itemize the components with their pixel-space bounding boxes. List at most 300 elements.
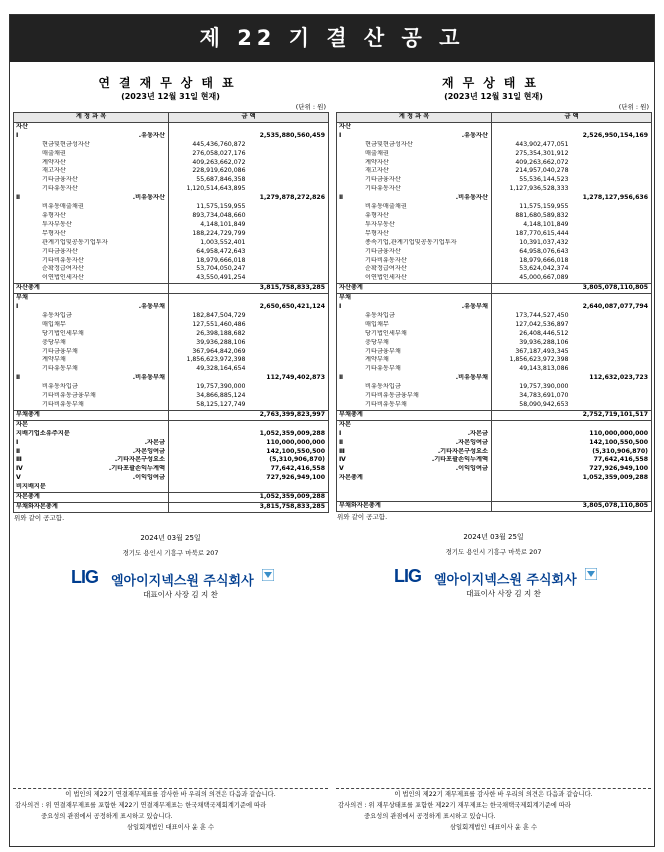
subtotal-amount: 2,752,719,101,517 xyxy=(572,410,652,420)
subtotal-amount xyxy=(249,356,329,365)
subtotal-amount xyxy=(572,167,652,176)
account-name: 현금및현금성자산 xyxy=(14,141,169,150)
table-row xyxy=(14,303,329,312)
account-name: Ⅱ.비유동자산 xyxy=(14,194,169,203)
lig-logo: LIG xyxy=(394,565,421,586)
subtotal-amount: 2,650,650,421,124 xyxy=(259,303,326,311)
table-row xyxy=(337,221,652,230)
detail-amount: 19,757,390,000 xyxy=(519,383,569,391)
detail-amount xyxy=(169,132,249,141)
subtotal-amount: 77,642,416,558 xyxy=(270,465,326,473)
subtotal-amount xyxy=(572,185,652,194)
account-name: Ⅱ.비유동부채 xyxy=(337,374,492,383)
detail-amount: 49,143,813,086 xyxy=(519,365,569,373)
account-name: 종속기업,관계기업및공동기업투자 xyxy=(337,239,492,248)
account-name: 매출채권 xyxy=(14,150,169,159)
account-name: Ⅱ.자본잉여금 xyxy=(14,448,169,457)
account-name: 계약부채 xyxy=(337,356,492,365)
subtotal-amount xyxy=(249,401,329,410)
account-name: 기타유동부채 xyxy=(14,365,169,374)
account-name: 기타유동자산 xyxy=(14,185,169,194)
account-name: 당기법인세부채 xyxy=(14,330,169,339)
account-name: Ⅴ.이익잉여금 xyxy=(337,465,492,474)
detail-amount: 127,551,460,486 xyxy=(192,320,246,328)
account-name: 유형자산 xyxy=(337,212,492,221)
table-row xyxy=(337,132,652,141)
table-row xyxy=(14,448,329,457)
table-row xyxy=(337,330,652,339)
detail-amount xyxy=(169,374,249,383)
detail-amount: 11,575,159,955 xyxy=(519,203,569,211)
table-row xyxy=(337,239,652,248)
table-header-row xyxy=(14,113,329,123)
subtotal-amount xyxy=(572,257,652,266)
account-name: 기타금융자산 xyxy=(337,248,492,257)
subtotal-amount xyxy=(572,212,652,221)
table-row xyxy=(337,374,652,383)
closing-note: 위와 같이 공고함. xyxy=(14,513,65,522)
detail-amount xyxy=(492,303,572,312)
detail-amount xyxy=(169,448,249,457)
detail-amount xyxy=(169,456,249,465)
account-name: 기타금융부채 xyxy=(337,348,492,357)
detail-amount xyxy=(169,194,249,203)
subtotal-amount xyxy=(572,420,652,429)
subtotal-amount xyxy=(249,248,329,257)
table-row xyxy=(337,465,652,474)
subtotal-amount xyxy=(249,150,329,159)
table-row xyxy=(14,456,329,465)
account-name: 자본 xyxy=(337,420,492,429)
account-name: 비유동차입금 xyxy=(337,383,492,392)
account-name: 기타금융자산 xyxy=(14,248,169,257)
statement-unit: (단위 : 원) xyxy=(618,103,649,111)
company-address: 경기도 용인시 기흥구 마북로 207 xyxy=(122,548,219,557)
audit-opinion xyxy=(336,788,651,833)
account-name xyxy=(337,483,492,492)
header-account: 계 정 과 목 xyxy=(337,113,492,123)
subtotal-amount: 727,926,949,100 xyxy=(589,465,649,473)
subtotal-amount xyxy=(572,321,652,330)
table-row xyxy=(337,492,652,501)
account-name: 기타유동자산 xyxy=(337,185,492,194)
table-row xyxy=(14,374,329,383)
table-row xyxy=(337,321,652,330)
subtotal-amount xyxy=(249,167,329,176)
table-row xyxy=(337,212,652,221)
table-row xyxy=(337,410,652,420)
subtotal-amount: 112,632,023,723 xyxy=(589,374,649,382)
subtotal-amount xyxy=(572,274,652,283)
detail-amount: 18,979,666,018 xyxy=(196,256,246,264)
announcement-title: 제 22 기 결 산 공 고 xyxy=(10,15,654,62)
account-name: 현금및현금성자산 xyxy=(337,141,492,150)
account-name: Ⅳ.기타포괄손익누계액 xyxy=(337,456,492,465)
table-row xyxy=(337,474,652,483)
subtotal-amount xyxy=(249,392,329,401)
account-name: 기타금융자산 xyxy=(14,176,169,185)
account-name: 투자부동산 xyxy=(14,221,169,230)
account-name: 무형자산 xyxy=(337,230,492,239)
account-name: 충당부채 xyxy=(337,339,492,348)
table-row xyxy=(14,312,329,321)
account-name: 유형자산 xyxy=(14,212,169,221)
account-name: 충당부채 xyxy=(14,339,169,348)
account-name: 투자부동산 xyxy=(337,221,492,230)
account-name: 유동차입금 xyxy=(337,312,492,321)
detail-amount: 53,624,042,374 xyxy=(519,265,569,273)
subtotal-amount xyxy=(249,239,329,248)
table-row xyxy=(14,221,329,230)
account-name xyxy=(337,492,492,501)
subtotal-amount xyxy=(249,312,329,321)
account-name: 기타비유동자산 xyxy=(14,257,169,266)
detail-amount: 53,704,050,247 xyxy=(196,265,246,273)
statement-title: 연결재무상태표 xyxy=(98,76,243,90)
table-row xyxy=(14,330,329,339)
table-row xyxy=(14,150,329,159)
subtotal-amount: (5,310,906,870) xyxy=(592,447,649,455)
account-name: 무형자산 xyxy=(14,230,169,239)
detail-amount: 445,436,760,872 xyxy=(192,140,246,148)
detail-amount xyxy=(492,483,572,492)
balance-table xyxy=(336,112,652,512)
detail-amount xyxy=(169,410,249,420)
detail-amount xyxy=(169,474,249,483)
subtotal-amount: 110,000,000,000 xyxy=(589,429,649,437)
subtotal-amount xyxy=(572,294,652,303)
subtotal-amount xyxy=(249,257,329,266)
account-name: 순확정급여자산 xyxy=(337,265,492,274)
table-row xyxy=(337,159,652,168)
table-row xyxy=(337,248,652,257)
subtotal-amount xyxy=(572,239,652,248)
ceo-signature: 대표이사 사장 김 지 찬 xyxy=(143,589,218,599)
account-name: 비유동매출채권 xyxy=(337,203,492,212)
detail-amount: 188,224,729,799 xyxy=(192,229,246,237)
subtotal-amount xyxy=(572,150,652,159)
detail-amount xyxy=(169,294,249,303)
table-row xyxy=(14,284,329,294)
detail-amount: 39,936,288,106 xyxy=(196,338,246,346)
table-body xyxy=(14,122,329,512)
subtotal-amount: 2,763,399,823,997 xyxy=(249,410,329,420)
subtotal-amount: 3,805,078,110,805 xyxy=(572,284,652,294)
subtotal-amount xyxy=(572,312,652,321)
account-name: Ⅰ.자본금 xyxy=(14,439,169,448)
subtotal-amount xyxy=(572,141,652,150)
subtotal-amount: 1,052,359,009,288 xyxy=(249,493,329,503)
audit-line: 이 법인의 제22기 연결재무제표를 감사한 바 우리의 의견은 다음과 같습니다. xyxy=(65,791,276,798)
statement-unit: (단위 : 원) xyxy=(295,103,326,111)
statement-date: (2023년 12월 31일 현재) xyxy=(444,92,543,101)
detail-amount: 1,856,623,972,398 xyxy=(509,356,569,364)
table-row xyxy=(14,383,329,392)
account-name: 기타유동부채 xyxy=(337,365,492,374)
account-name: 당기법인세부채 xyxy=(337,330,492,339)
subtotal-amount xyxy=(249,265,329,274)
detail-amount xyxy=(492,194,572,203)
table-row xyxy=(337,176,652,185)
subtotal-amount xyxy=(249,176,329,185)
table-row xyxy=(14,257,329,266)
detail-amount xyxy=(492,465,572,474)
detail-amount xyxy=(492,294,572,303)
detail-amount: 18,979,666,018 xyxy=(519,256,569,264)
detail-amount: 10,391,037,432 xyxy=(519,238,569,246)
table-row xyxy=(14,159,329,168)
account-name: 자산 xyxy=(14,122,169,131)
table-row xyxy=(337,448,652,457)
table-row xyxy=(14,239,329,248)
company-name: 엘아이지넥스원 주식회사 xyxy=(111,573,254,589)
table-row xyxy=(14,141,329,150)
account-name: 유동차입금 xyxy=(14,312,169,321)
subtotal-amount: 142,100,550,500 xyxy=(266,447,326,455)
detail-amount xyxy=(492,448,572,457)
detail-amount: 187,770,615,444 xyxy=(515,229,569,237)
subtotal-amount xyxy=(249,483,329,492)
company-mark-icon xyxy=(585,568,597,580)
table-row xyxy=(337,274,652,283)
header-amount: 금 액 xyxy=(492,113,652,123)
account-name: 부채와자본총계 xyxy=(337,501,492,511)
account-name: 자본총계 xyxy=(337,474,492,483)
account-name: 자본총계 xyxy=(14,493,169,503)
closing-note: 위와 같이 공고함. xyxy=(337,512,388,521)
audit-line: 감사의견 : 위 연결재무제표를 포함한 제22기 연결재무제표는 한국채택국제회계기준에 따라 xyxy=(15,802,267,809)
subtotal-amount xyxy=(572,356,652,365)
table-row xyxy=(337,185,652,194)
account-name: Ⅲ.기타자본구성요소 xyxy=(14,456,169,465)
detail-amount: 45,000,667,089 xyxy=(519,274,569,282)
audit-line: 이 법인의 제22기 재무제표를 감사한 바 우리의 의견은 다음과 같습니다. xyxy=(394,791,593,798)
table-row xyxy=(14,132,329,141)
account-name: 기타비유동금융부채 xyxy=(337,392,492,401)
detail-amount: 276,058,027,176 xyxy=(192,149,246,157)
detail-amount: 893,734,048,660 xyxy=(192,211,246,219)
detail-amount xyxy=(492,122,572,131)
table-row xyxy=(337,430,652,439)
detail-amount: 1,127,936,528,333 xyxy=(509,185,569,193)
subtotal-amount xyxy=(249,420,329,429)
account-name: 계약자산 xyxy=(14,159,169,168)
table-row xyxy=(337,356,652,365)
detail-amount xyxy=(169,284,249,294)
detail-amount: 19,757,390,000 xyxy=(196,383,246,391)
table-row xyxy=(337,339,652,348)
table-row xyxy=(337,203,652,212)
detail-amount xyxy=(492,492,572,501)
account-name: Ⅰ.자본금 xyxy=(337,430,492,439)
detail-amount xyxy=(169,483,249,492)
lig-logo: LIG xyxy=(71,566,98,587)
subtotal-amount: 2,526,950,154,169 xyxy=(582,131,649,139)
subtotal-amount xyxy=(572,248,652,257)
subtotal-amount xyxy=(572,176,652,185)
subtotal-amount: 1,052,359,009,288 xyxy=(259,429,326,437)
account-name: 매출채권 xyxy=(337,150,492,159)
account-name: 기타비유동부채 xyxy=(14,401,169,410)
account-name: 매입채무 xyxy=(337,321,492,330)
detail-amount xyxy=(169,502,249,512)
subtotal-amount xyxy=(572,230,652,239)
detail-amount xyxy=(169,493,249,503)
subtotal-amount: 1,279,878,272,826 xyxy=(259,194,326,202)
subtotal-amount: 3,815,758,833,285 xyxy=(249,502,329,512)
account-name: 부채총계 xyxy=(337,410,492,420)
subtotal-amount: 112,749,402,873 xyxy=(266,374,326,382)
account-name: 순확정급여자산 xyxy=(14,265,169,274)
account-name: 비유동매출채권 xyxy=(14,203,169,212)
subtotal-amount: 3,815,758,833,285 xyxy=(249,284,329,294)
subtotal-amount: 1,278,127,956,636 xyxy=(582,194,649,202)
table-row xyxy=(14,365,329,374)
detail-amount: 1,856,623,972,398 xyxy=(186,356,246,364)
detail-amount: 49,328,164,654 xyxy=(196,365,246,373)
table-row xyxy=(337,257,652,266)
account-name: 기타금융자산 xyxy=(337,176,492,185)
table-row xyxy=(14,274,329,283)
table-header-row xyxy=(337,113,652,123)
table-row xyxy=(337,230,652,239)
detail-amount: 4,148,101,849 xyxy=(523,220,569,228)
detail-amount xyxy=(492,439,572,448)
table-row xyxy=(14,410,329,420)
detail-amount: 39,936,288,106 xyxy=(519,338,569,346)
detail-amount: 127,042,536,897 xyxy=(515,320,569,328)
table-row xyxy=(14,265,329,274)
account-name: Ⅰ.유동부채 xyxy=(14,303,169,312)
subtotal-amount xyxy=(572,339,652,348)
table-row xyxy=(337,483,652,492)
table-row xyxy=(14,502,329,512)
detail-amount xyxy=(492,374,572,383)
detail-amount xyxy=(169,420,249,429)
company-brand xyxy=(13,567,328,589)
detail-amount: 275,354,301,912 xyxy=(515,149,569,157)
subtotal-amount: 77,642,416,558 xyxy=(593,456,649,464)
audit-line: 중요성의 관점에서 공정하게 표시하고 있습니다. xyxy=(41,813,173,820)
table-row xyxy=(337,365,652,374)
table-row xyxy=(337,348,652,357)
subtotal-amount xyxy=(572,265,652,274)
subtotal-amount xyxy=(249,294,329,303)
account-name: 부채 xyxy=(14,294,169,303)
detail-amount: 367,964,842,069 xyxy=(192,347,246,355)
detail-amount: 367,187,493,345 xyxy=(515,347,569,355)
detail-amount: 1,003,552,401 xyxy=(200,238,246,246)
account-name: 자산총계 xyxy=(337,284,492,294)
account-name: 지배기업소유주지분 xyxy=(14,430,169,439)
table-row xyxy=(14,248,329,257)
subtotal-amount xyxy=(572,122,652,131)
account-name: 부채 xyxy=(337,294,492,303)
table-row xyxy=(14,439,329,448)
table-row xyxy=(14,185,329,194)
audit-line: 중요성의 관점에서 공정하게 표시하고 있습니다. xyxy=(364,813,496,820)
table-row xyxy=(337,439,652,448)
table-row xyxy=(337,456,652,465)
subtotal-amount xyxy=(249,212,329,221)
subtotal-amount xyxy=(572,383,652,392)
subtotal-amount xyxy=(572,483,652,492)
header-amount: 금 액 xyxy=(169,113,329,123)
detail-amount: 228,919,620,086 xyxy=(192,167,246,175)
subtotal-amount: 3,805,078,110,805 xyxy=(572,501,652,511)
detail-amount xyxy=(169,430,249,439)
detail-amount: 34,866,885,124 xyxy=(196,392,246,400)
account-name: 재고자산 xyxy=(14,167,169,176)
table-row xyxy=(337,150,652,159)
detail-amount: 409,263,662,072 xyxy=(192,158,246,166)
account-name: 재고자산 xyxy=(337,167,492,176)
table-row xyxy=(14,212,329,221)
company-mark-icon xyxy=(262,569,274,581)
detail-amount: 64,958,472,643 xyxy=(196,247,246,255)
subtotal-amount xyxy=(572,401,652,410)
subtotal-amount xyxy=(249,141,329,150)
statement-title: 재무상태표 xyxy=(442,76,545,90)
table-row xyxy=(337,401,652,410)
account-name: Ⅳ.기타포괄손익누계액 xyxy=(14,465,169,474)
table-row xyxy=(14,392,329,401)
subtotal-amount xyxy=(572,159,652,168)
subtotal-amount xyxy=(572,365,652,374)
detail-amount: 26,408,446,512 xyxy=(519,329,569,337)
table-row xyxy=(14,420,329,429)
detail-amount: 55,536,144,523 xyxy=(519,176,569,184)
table-row xyxy=(14,430,329,439)
account-name: Ⅰ.유동부채 xyxy=(337,303,492,312)
table-row xyxy=(14,194,329,203)
detail-amount xyxy=(492,430,572,439)
account-name: Ⅰ.유동자산 xyxy=(14,132,169,141)
subtotal-amount xyxy=(572,348,652,357)
table-row xyxy=(14,167,329,176)
company-address: 경기도 용인시 기흥구 마북로 207 xyxy=(445,547,542,556)
table-row xyxy=(337,420,652,429)
subtotal-amount: 2,535,880,560,459 xyxy=(259,131,326,139)
header-account: 계 정 과 목 xyxy=(14,113,169,123)
subtotal-amount xyxy=(572,392,652,401)
detail-amount: 34,783,691,070 xyxy=(519,392,569,400)
ceo-signature: 대표이사 사장 김 지 찬 xyxy=(466,588,541,598)
table-row xyxy=(337,294,652,303)
account-name: 이연법인세자산 xyxy=(14,274,169,283)
detail-amount: 1,120,514,643,895 xyxy=(186,185,246,193)
detail-amount xyxy=(492,420,572,429)
detail-amount: 58,090,942,653 xyxy=(519,401,569,408)
detail-amount xyxy=(492,410,572,420)
table-row xyxy=(337,194,652,203)
subtotal-amount xyxy=(249,203,329,212)
account-name: Ⅱ.비유동자산 xyxy=(337,194,492,203)
table-row xyxy=(337,383,652,392)
company-brand xyxy=(336,566,651,588)
account-name: 비지배지분 xyxy=(14,483,169,492)
account-name: 자산총계 xyxy=(14,284,169,294)
table-row xyxy=(14,203,329,212)
account-name: Ⅲ.기타자본구성요소 xyxy=(337,448,492,457)
account-name: 계약부채 xyxy=(14,356,169,365)
subtotal-amount xyxy=(249,348,329,357)
detail-amount xyxy=(169,439,249,448)
table-row xyxy=(14,339,329,348)
consolidated-statement xyxy=(13,75,328,601)
table-row xyxy=(14,348,329,357)
subtotal-amount xyxy=(249,185,329,194)
